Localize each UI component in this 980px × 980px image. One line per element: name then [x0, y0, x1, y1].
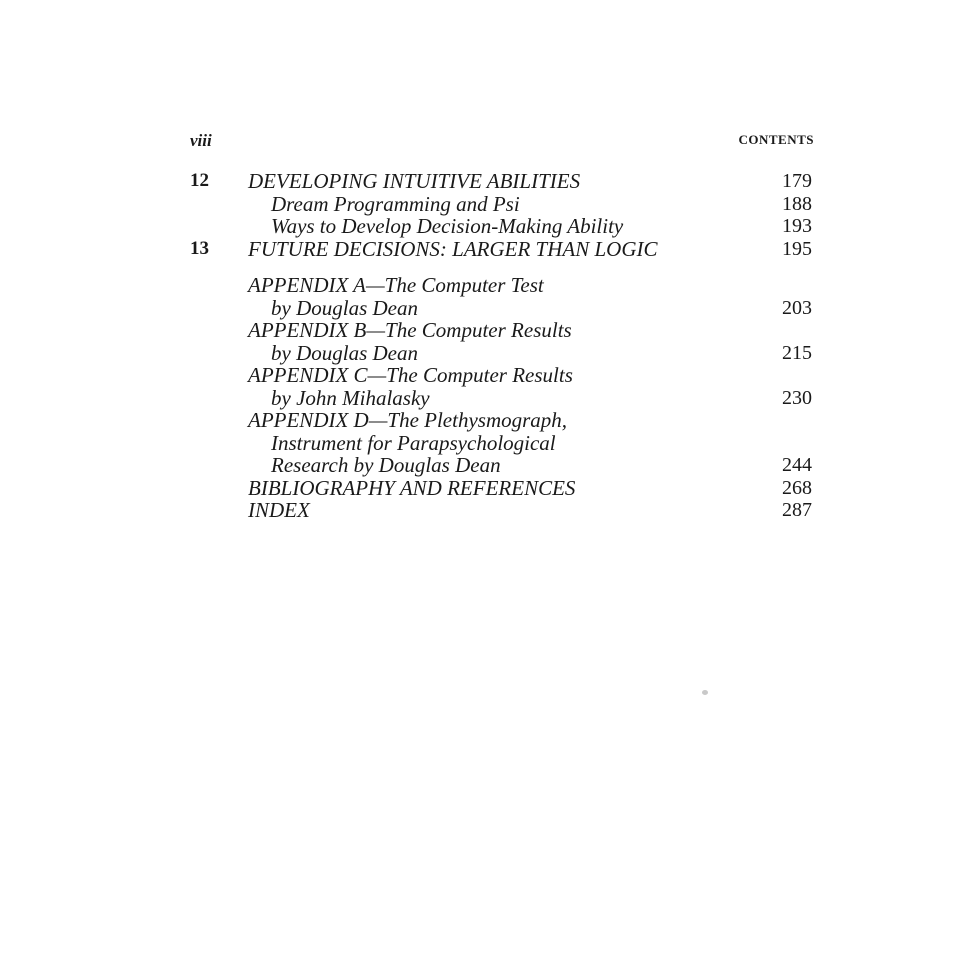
toc-section-gap: [190, 260, 814, 274]
toc-page-number: 193: [782, 215, 812, 237]
toc-entry-title: Ways to Develop Decision-Making Ability: [271, 214, 624, 238]
toc-entry-title: by Douglas Dean: [271, 340, 418, 365]
toc-entry-title: by John Mihalasky: [271, 385, 430, 410]
toc-entry: [190, 297, 814, 320]
toc-entry-title: FUTURE DECISIONS: LARGER THAN LOGIC: [248, 236, 658, 261]
toc-page-number: 215: [782, 341, 812, 364]
running-head-title: CONTENTS: [738, 132, 814, 147]
toc-entry-title: APPENDIX D—The Plethysmograph,: [248, 408, 568, 432]
toc-entry-title: DEVELOPING INTUITIVE ABILITIES: [248, 169, 581, 193]
toc-entry-title: Instrument for Parapsychological: [271, 430, 556, 455]
toc-entry-title: Dream Programming and Psi: [271, 191, 520, 216]
toc-entry: [190, 274, 814, 297]
toc-entry-title: Research by Douglas Dean: [271, 453, 501, 477]
running-head: [190, 131, 814, 151]
paper-speck: [702, 690, 708, 695]
toc-entry-title: APPENDIX B—The Computer Results: [248, 318, 572, 342]
toc-page-number: 230: [782, 386, 812, 409]
toc-entry: [190, 193, 814, 216]
toc-entry: [190, 409, 814, 432]
toc-page-number: 244: [782, 454, 812, 476]
toc-entry: [190, 387, 814, 410]
toc-entry-title: BIBLIOGRAPHY AND REFERENCES: [248, 475, 576, 500]
toc-entry: [190, 499, 814, 522]
toc-entry: [190, 342, 814, 365]
toc-entry: [190, 432, 814, 455]
toc-page-number: 195: [782, 237, 812, 260]
toc-page-number: 203: [782, 296, 812, 319]
toc-entry: [190, 238, 814, 261]
toc-entry: [190, 170, 814, 193]
toc-entry: [190, 477, 814, 500]
toc-chapter-number: 13: [190, 237, 209, 259]
toc-chapter-number: 12: [190, 170, 209, 191]
toc-page-number: 179: [782, 170, 812, 192]
toc-page-number: 268: [782, 476, 812, 499]
table-of-contents: [190, 170, 814, 522]
toc-entry-title: INDEX: [248, 498, 310, 522]
page-folio: viii: [190, 131, 212, 150]
toc-entry-title: APPENDIX A—The Computer Test: [248, 273, 544, 297]
toc-entry: [190, 319, 814, 342]
toc-entry-title: by Douglas Dean: [271, 295, 418, 320]
toc-entry-title: APPENDIX C—The Computer Results: [248, 363, 573, 387]
toc-entry: [190, 454, 814, 477]
toc-page-number: 188: [782, 192, 812, 215]
toc-entry: [190, 364, 814, 387]
toc-page-number: 287: [782, 499, 812, 521]
toc-entry: [190, 215, 814, 238]
